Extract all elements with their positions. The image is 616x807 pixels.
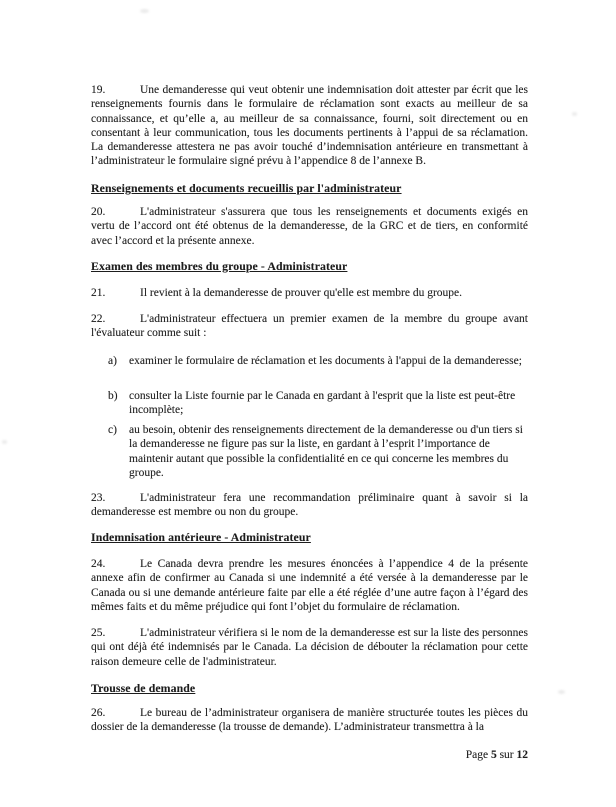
section-heading-examen: Examen des membres du groupe - Administrateur xyxy=(91,259,348,273)
footer-page-label: Page xyxy=(465,749,489,761)
paragraph-20 xyxy=(91,205,528,248)
scan-smudge xyxy=(2,440,7,444)
paragraph-21 xyxy=(91,286,528,300)
paragraph-number: 26. xyxy=(91,707,106,719)
paragraph-19 xyxy=(91,83,528,169)
paragraph-number: 24. xyxy=(91,558,106,570)
paragraph-number: 20. xyxy=(91,206,106,218)
scan-smudge xyxy=(558,690,565,694)
list-item-c xyxy=(108,423,529,480)
list-item-text: examiner le formulaire de réclamation et les documents à l'appui de la demanderesse; xyxy=(129,355,522,367)
footer-page-total: 12 xyxy=(516,749,528,761)
paragraph-26 xyxy=(91,706,528,735)
list-item-label: a) xyxy=(108,355,117,367)
section-heading-renseignements: Renseignements et documents recueillis par l'administrateur xyxy=(91,181,402,195)
section-heading-trousse: Trousse de demande xyxy=(91,681,196,695)
paragraph-number: 22. xyxy=(91,313,106,325)
page-footer xyxy=(91,748,528,762)
list-item-label: c) xyxy=(108,424,117,436)
scan-smudge xyxy=(140,9,149,13)
paragraph-number: 25. xyxy=(91,627,106,639)
paragraph-text: L'administrateur fera une recommandation préliminaire quant à savoir si la demanderesse est membre ou non du groupe. xyxy=(91,492,528,519)
paragraph-24 xyxy=(91,557,528,614)
list-item-label: b) xyxy=(108,390,118,402)
paragraph-number: 23. xyxy=(91,492,106,504)
paragraph-number: 21. xyxy=(91,287,106,299)
footer-page-number: 5 xyxy=(490,749,497,761)
paragraph-23 xyxy=(91,491,528,520)
paragraph-25 xyxy=(91,626,528,669)
scan-smudge xyxy=(572,112,577,116)
paragraph-text: Le bureau de l’administrateur organisera de manière structurée toutes les pièces du dossier de la demanderesse (la trousse de demande). L’administrateur transmettra à la xyxy=(91,707,528,734)
paragraph-text: Le Canada devra prendre les mesures énoncées à l’appendice 4 de la présente annexe afin de confirmer au Canada si une indemnité a été versée à la demanderesse par le Canada ou si une demande antérieure faite par elle a été réglée d’une autre façon à l’égard des mêmes faits et du même préjudice qui font l’objet du formulaire de réclamation. xyxy=(91,558,528,613)
paragraph-text: L'administrateur vérifiera si le nom de la demanderesse est sur la liste des personnes qui ont déjà été indemnisés par le Canada. La décision de débouter la réclamation pour cette raison demeure celle de l'administrateur. xyxy=(91,627,528,668)
paragraph-22 xyxy=(91,312,528,341)
paragraph-text: Une demanderesse qui veut obtenir une indemnisation doit attester par écrit que les renseignements fournis dans le formulaire de réclamation sont exacts au meilleur de sa connaissance, et qu’elle a, au meilleur de sa connaissance, fourni, soit directement ou en consentant à leur communication, tous les documents pertinents à l’appui de sa réclamation. La demanderesse attestera ne pas avoir touché d’indemnisation antérieure en transmettant à l’administrateur le formulaire signé prévu à l’appendice 8 de l’annexe B. xyxy=(91,84,528,168)
paragraph-text: L'administrateur s'assurera que tous les renseignements et documents exigés en vertu de l’accord ont été obtenus de la demanderesse, de la GRC et de tiers, en conformité avec l’accord et la présente annexe. xyxy=(91,206,528,247)
paragraph-number: 19. xyxy=(91,84,106,96)
section-heading-indemnisation: Indemnisation antérieure - Administrateur xyxy=(91,530,311,544)
list-item-text: consulter la Liste fournie par le Canada en gardant à l'esprit que la liste est peut-être incomplète; xyxy=(129,390,516,417)
list-item-a xyxy=(108,354,529,368)
paragraph-text: L'administrateur effectuera un premier examen de la membre du groupe avant l'évaluateur comme suit : xyxy=(91,313,528,340)
list-item-text: au besoin, obtenir des renseignements directement de la demanderesse ou d'un tiers si la demanderesse ne figure pas sur la liste, en gardant à l’esprit l’importance de maintenir autant que possible la confidentialité en ce qui concerne les membres du groupe. xyxy=(129,424,523,479)
paragraph-text: Il revient à la demanderesse de prouver qu'elle est membre du groupe. xyxy=(140,287,463,299)
list-item-b xyxy=(108,389,529,418)
footer-separator: sur xyxy=(499,749,514,761)
